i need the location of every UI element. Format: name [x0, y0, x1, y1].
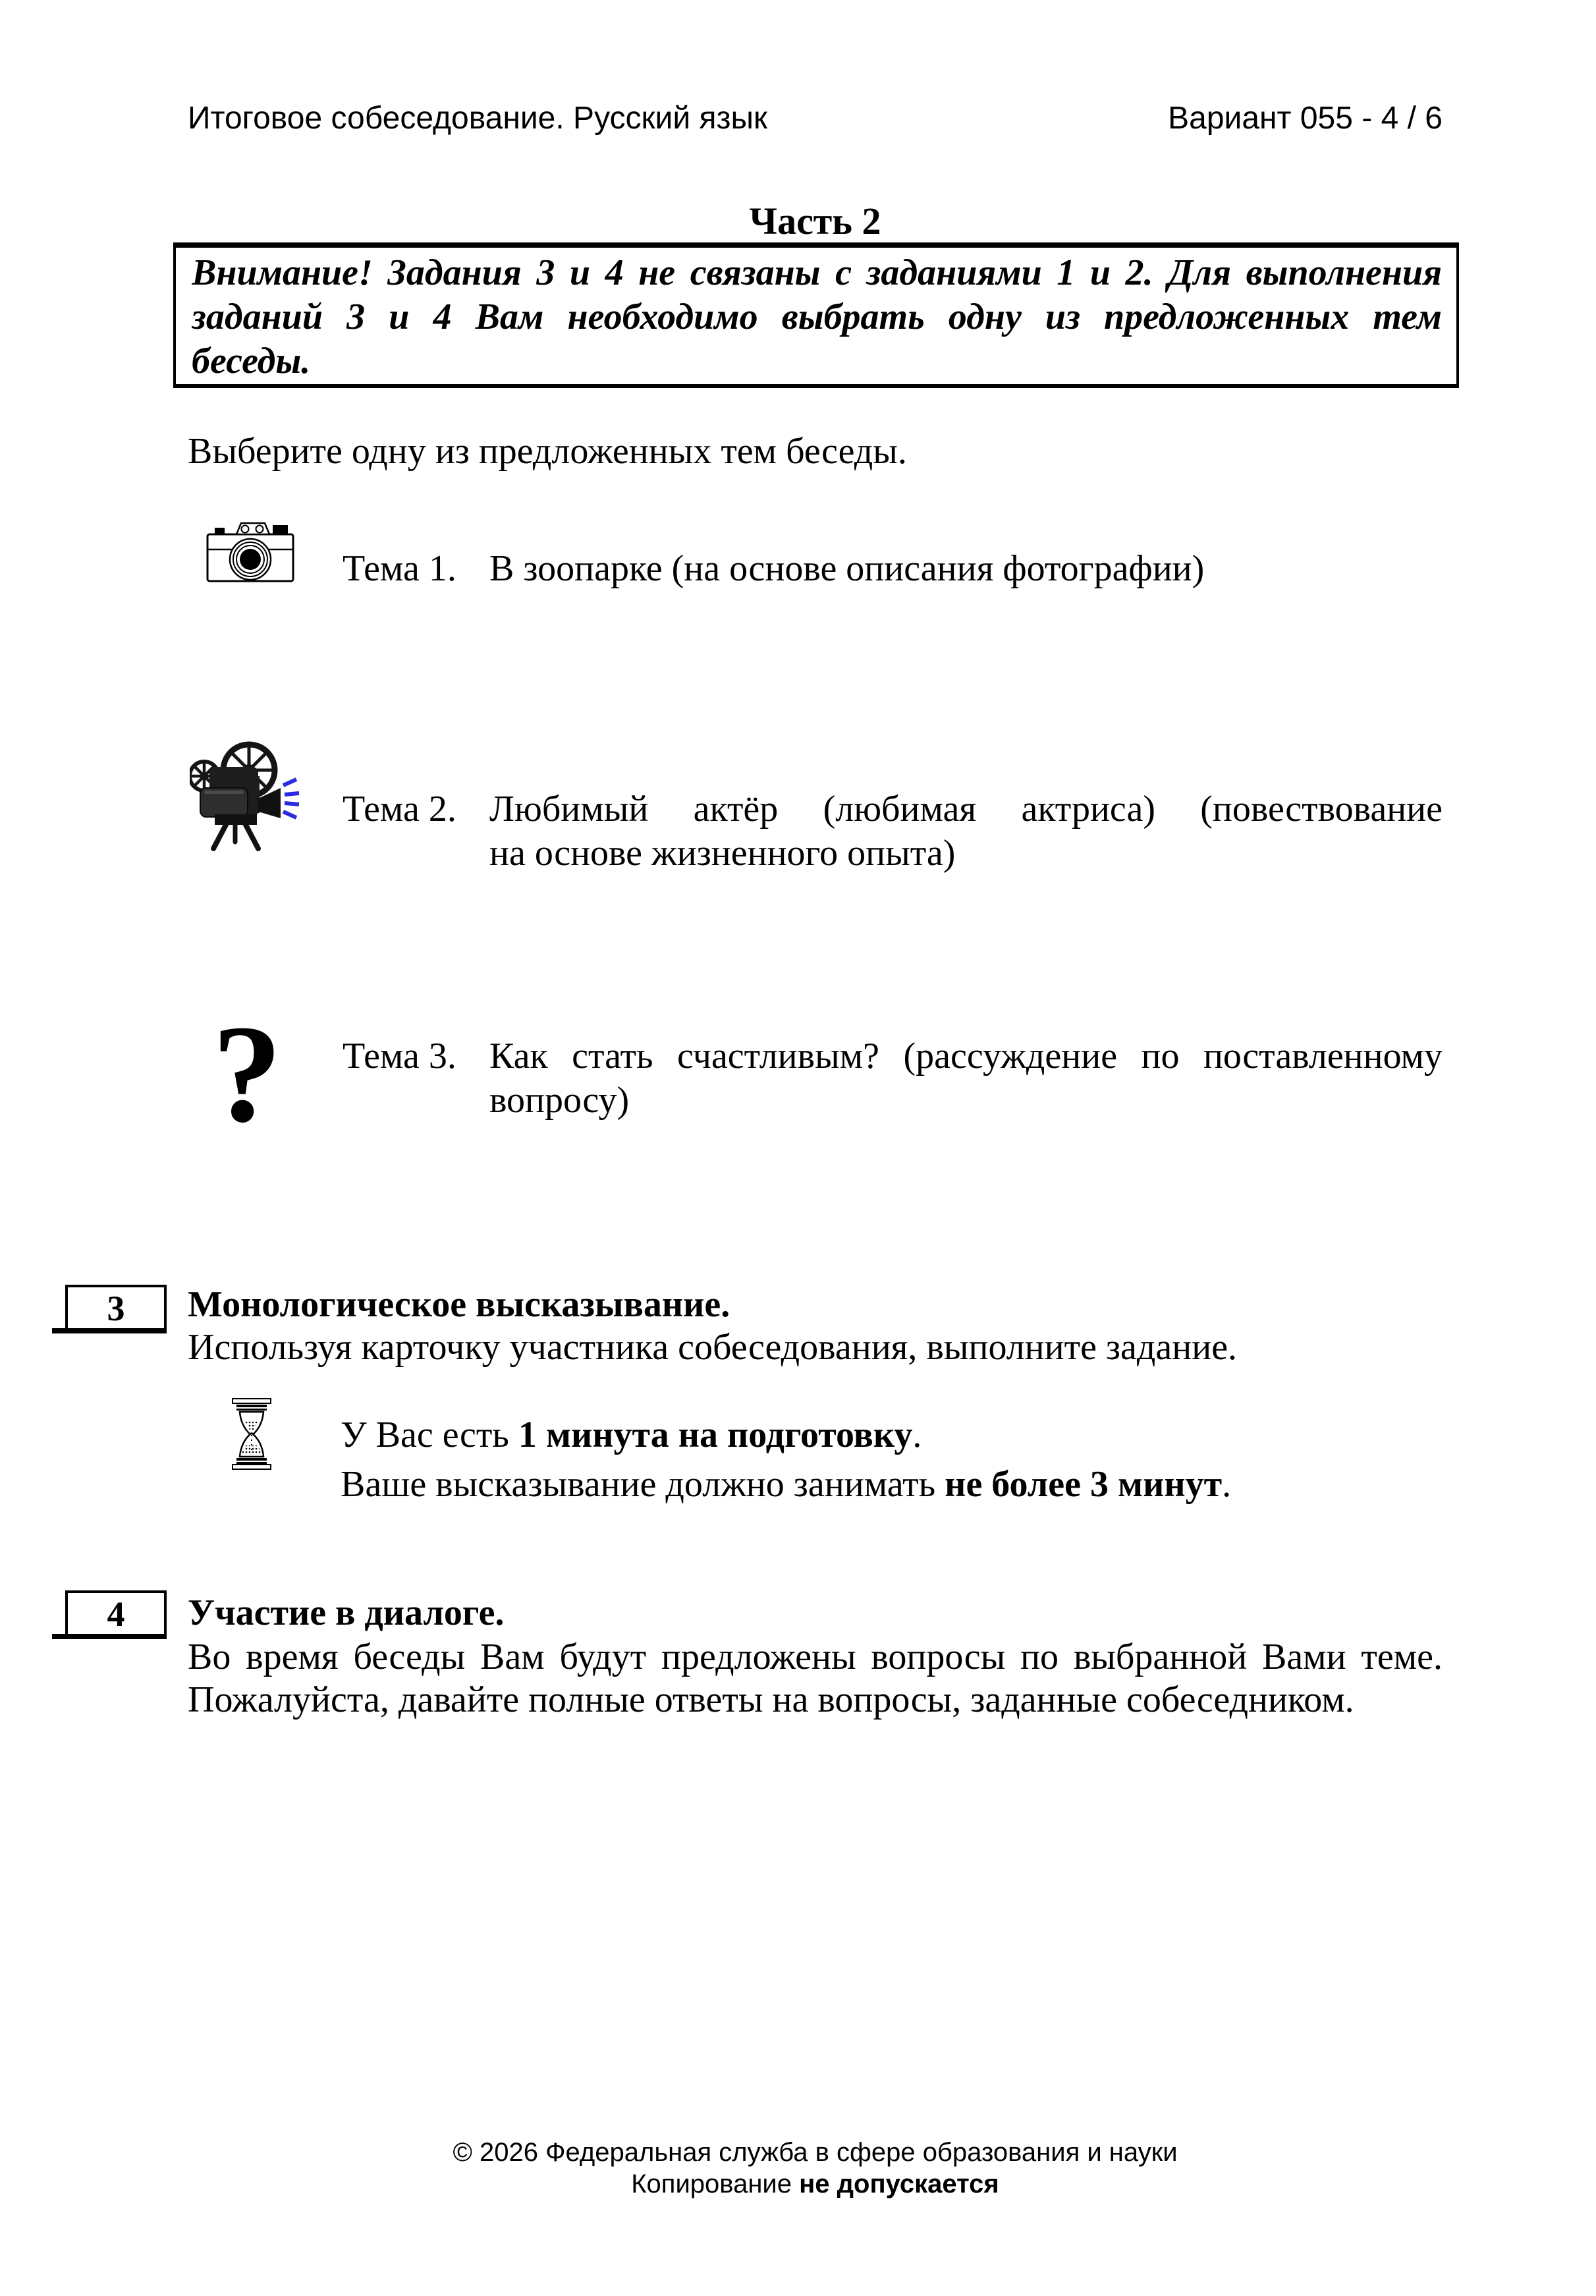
task3-number: 3: [107, 1289, 125, 1328]
task4-title: Участие в диалоге.: [188, 1592, 505, 1633]
camera-icon: [206, 522, 294, 582]
task4-text: Во время беседы Вам будут предложены вопросы по выбранной Вами теме.: [188, 1637, 1443, 1677]
light-rays: [283, 779, 299, 818]
dur-bold: не более 3 минут: [945, 1464, 1223, 1505]
intro-text: Выберите одну из предложенных тем беседы.: [188, 431, 907, 472]
topic1-text: В зоопарке (на основе описания фотографии): [489, 548, 1205, 589]
task4-number-box: [65, 1590, 167, 1638]
task3-prep-time: [341, 1413, 922, 1457]
task3-duration: [341, 1462, 1231, 1507]
topic3-text: Как стать счастливым? (рассуждение по поставленному: [489, 1036, 1443, 1077]
part-title: Часть 2: [749, 200, 881, 242]
task3-subtitle: Используя карточку участника собеседования, выполните задание.: [188, 1327, 1238, 1368]
task4-number: 4: [107, 1594, 125, 1634]
topic2-text: Любимый актёр (любимая актриса) (повествование: [489, 789, 1443, 829]
film-projector-icon: [190, 738, 303, 851]
prep-post: .: [912, 1414, 922, 1455]
warning-line: заданий 3 и 4 Вам необходимо выбрать одну из предложенных тем: [192, 296, 1442, 337]
footer-copy-notice: [188, 2168, 1443, 2200]
topic2-label: Тема 2.: [343, 789, 456, 829]
task3-number-box: [65, 1285, 167, 1332]
warning-line: беседы.: [192, 341, 311, 381]
header-variant: Вариант 055 - 4 / 6: [1168, 101, 1443, 136]
task4-text: Пожалуйста, давайте полные ответы на вопросы, заданные собеседником.: [188, 1679, 1354, 1720]
footer-copy-bold: не допускается: [799, 2170, 999, 2198]
warning-line: Внимание! Задания 3 и 4 не связаны с заданиями 1 и 2. Для выполнения: [192, 252, 1442, 293]
header-subject: Итоговое собеседование. Русский язык: [188, 101, 767, 136]
prep-pre: У Вас есть: [341, 1414, 518, 1455]
topic1-label: Тема 1.: [343, 548, 456, 589]
question-mark-icon: ?: [212, 996, 282, 1151]
warning-box: [173, 242, 1459, 388]
page-header: [188, 100, 1443, 137]
footer-copyright: © 2026 Федеральная служба в сфере образования и науки: [453, 2138, 1178, 2167]
footer-copy-normal: Копирование: [631, 2170, 800, 2198]
task3-title: Монологическое высказывание.: [188, 1284, 730, 1325]
dur-post: .: [1222, 1464, 1232, 1505]
topic3-label: Тема 3.: [343, 1036, 456, 1077]
topic3-text: вопросу): [489, 1080, 630, 1121]
hourglass-icon: [232, 1398, 271, 1470]
topic2-text: на основе жизненного опыта): [489, 833, 956, 874]
prep-bold: 1 минута на подготовку: [518, 1414, 913, 1455]
dur-pre: Ваше высказывание должно занимать: [341, 1464, 945, 1505]
